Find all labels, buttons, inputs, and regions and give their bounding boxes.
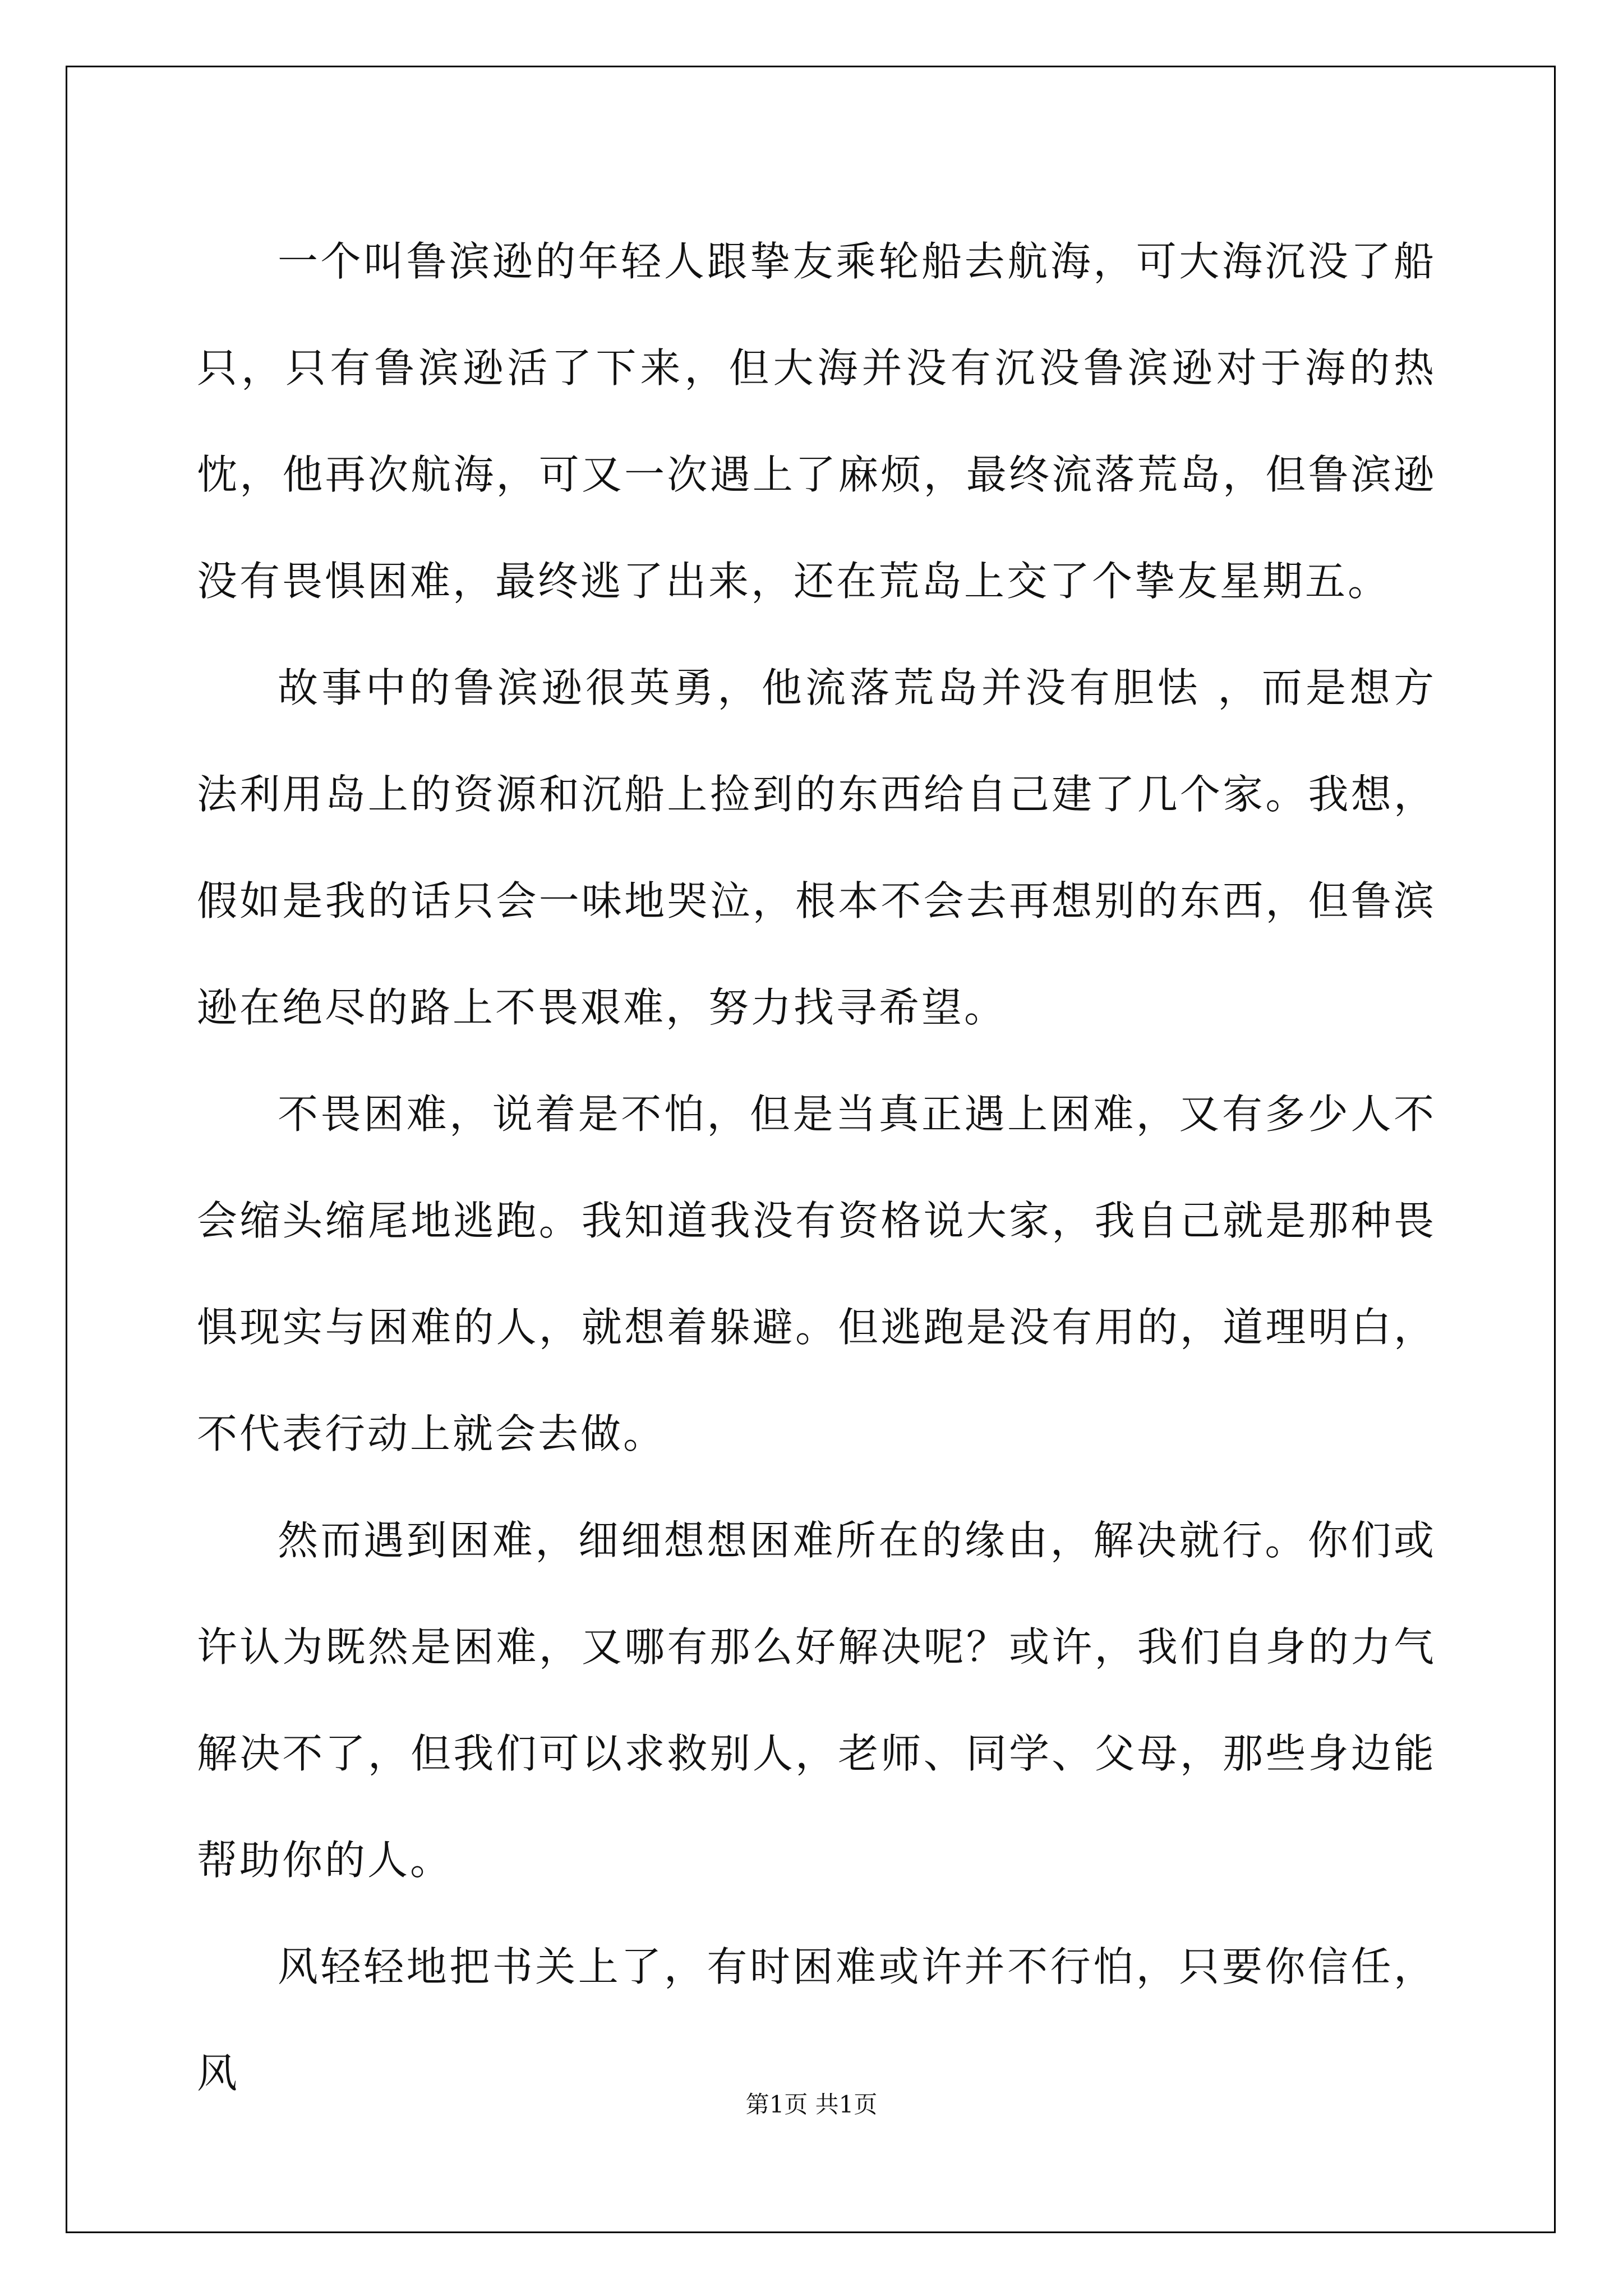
document-body bbox=[197, 208, 1436, 2127]
paragraph-2: 故事中的鲁滨逊很英勇，他流落荒岛并没有胆怯 ，而是想方法利用岛上的资源和沉船上捡到的东西给自己建了几个家。我想，假如是我的话只会一味地哭泣，根本不会去再想别的东西，但鲁滨逊在绝尽的路上不畏艰难，努力找寻希望。 bbox=[197, 664, 1436, 1031]
page-number: 第1页 共1页 bbox=[745, 2091, 878, 2118]
paragraph-1: 一个叫鲁滨逊的年轻人跟挚友乘轮船去航海，可大海沉没了船只，只有鲁滨逊活了下来，但大海并没有沉没鲁滨逊对于海的热忱，他再次航海，可又一次遇上了麻烦，最终流落荒岛，但鲁滨逊没有畏惧困难，最终逃了出来，还在荒岛上交了个挚友星期五。 bbox=[197, 238, 1436, 605]
paragraph-5: 风轻轻地把书关上了，有时困难或许并不行怕，只要你信任，风 bbox=[197, 1943, 1436, 2097]
paragraph-3: 不畏困难，说着是不怕，但是当真正遇上困难，又有多少人不会缩头缩尾地逃跑。我知道我没有资格说大家，我自己就是那种畏惧现实与困难的人，就想着躲避。但逃跑是没有用的，道理明白，不代表行动上就会去做。 bbox=[197, 1091, 1436, 1457]
paragraph-4: 然而遇到困难，细细想想困难所在的缘由，解决就行。你们或许认为既然是困难，又哪有那么好解决呢？或许，我们自身的力气解决不了，但我们可以求救别人，老师、同学、父母，那些身边能帮助你的人。 bbox=[197, 1517, 1436, 1884]
